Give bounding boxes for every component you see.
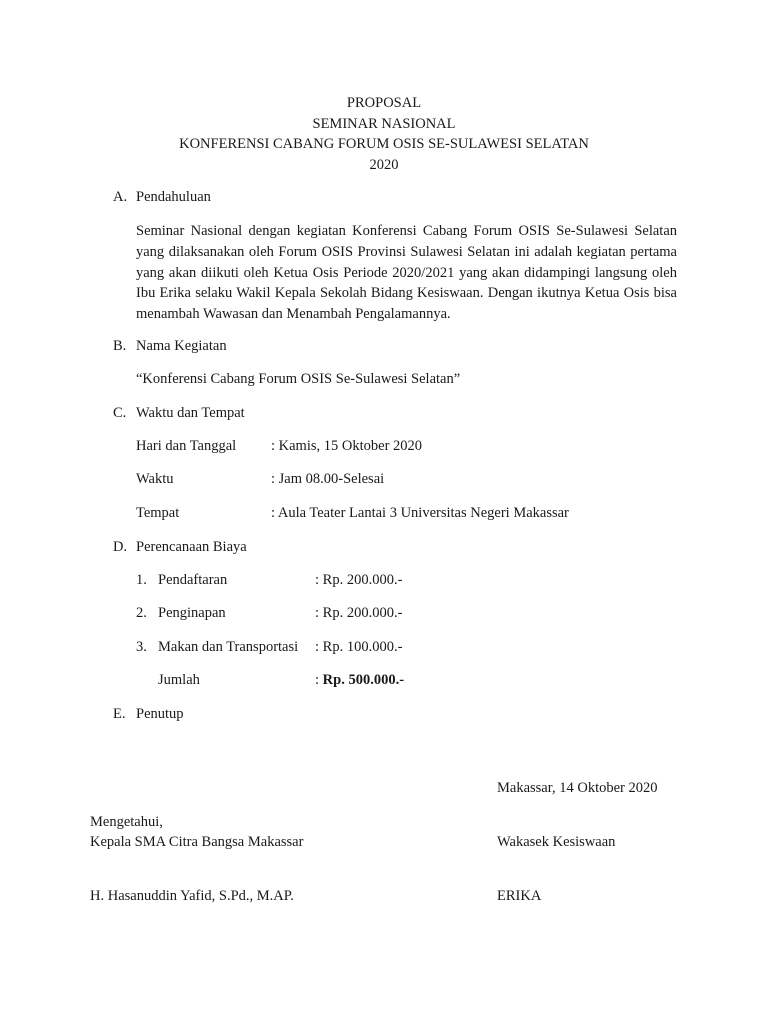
section-d-title: Perencanaan Biaya [136, 539, 247, 555]
right-signer-name: ERIKA [497, 888, 542, 904]
cost-item-number: 2. [136, 605, 147, 621]
title-line-year: 2020 [369, 156, 399, 173]
right-signer-role: Wakasek Kesiswaan [497, 834, 616, 850]
left-signer-role: Kepala SMA Citra Bangsa Makassar [90, 834, 304, 850]
schedule-row-label: Tempat [136, 505, 180, 521]
cost-item-number: 3. [136, 639, 147, 655]
document-title [0, 93, 768, 175]
cost-item-value: : Rp. 100.000.- [315, 639, 403, 655]
section-d-letter: D. [113, 539, 128, 555]
schedule-row-label: Waktu [136, 471, 174, 487]
title-line-proposal: PROPOSAL [346, 95, 422, 111]
section-b-letter: B. [113, 338, 127, 354]
section-a-paragraph: Seminar Nasional dengan kegiatan Konferensi Cabang Forum OSIS Se-Sulawesi Selatan yang dilaksanakan oleh Forum OSIS Provinsi Sulawesi Selatan ini adalah kegiatan pertama yang akan diikuti oleh Ketua Osis Periode 2020/2021 yang akan didampingi langsung oleh Ibu Erika selaku Wakil Kepala Sekolah Bidang Kesiswaan. Dengan ikutnya Ketua Osis bisa menambah Wawasan dan Menambah Pengalamannya. [136, 223, 677, 323]
title-line-konferensi: KONFERENSI CABANG FORUM OSIS SE-SULAWESI SELATAN [179, 136, 589, 152]
section-c-title: Waktu dan Tempat [136, 405, 245, 421]
cost-item-value: : Rp. 200.000.- [315, 572, 403, 588]
cost-item-label: Pendaftaran [158, 572, 228, 588]
left-signer-name: H. Hasanuddin Yafid, S.Pd., M.AP. [90, 888, 294, 904]
cost-item-value: : Rp. 200.000.- [315, 605, 403, 621]
section-a-letter: A. [113, 189, 128, 205]
activity-name: “Konferensi Cabang Forum OSIS Se-Sulawesi Selatan” [136, 371, 461, 387]
cost-item-label: Penginapan [158, 605, 226, 621]
cost-total-value [315, 670, 404, 690]
acknowledge-label: Mengetahui, [90, 814, 163, 830]
schedule-row-value: : Jam 08.00-Selesai [271, 471, 385, 487]
schedule-row-value: : Kamis, 15 Oktober 2020 [271, 438, 423, 454]
place-date: Makassar, 14 Oktober 2020 [497, 780, 658, 796]
section-a-title: Pendahuluan [136, 189, 211, 205]
schedule-row-label: Hari dan Tanggal [136, 438, 237, 454]
cost-total-amount: Rp. 500.000.- [322, 672, 405, 688]
title-line-seminar: SEMINAR NASIONAL [312, 115, 456, 132]
cost-total-colon: : [315, 672, 320, 688]
cost-item-number: 1. [136, 572, 147, 588]
section-c-letter: C. [113, 405, 127, 421]
cost-total-label: Jumlah [158, 672, 200, 688]
section-b-title: Nama Kegiatan [136, 338, 227, 354]
schedule-row-value: : Aula Teater Lantai 3 Universitas Negeri Makassar [271, 505, 569, 521]
cost-item-label: Makan dan Transportasi [158, 639, 299, 655]
section-e-letter: E. [113, 706, 126, 722]
section-e-title: Penutup [136, 706, 184, 722]
